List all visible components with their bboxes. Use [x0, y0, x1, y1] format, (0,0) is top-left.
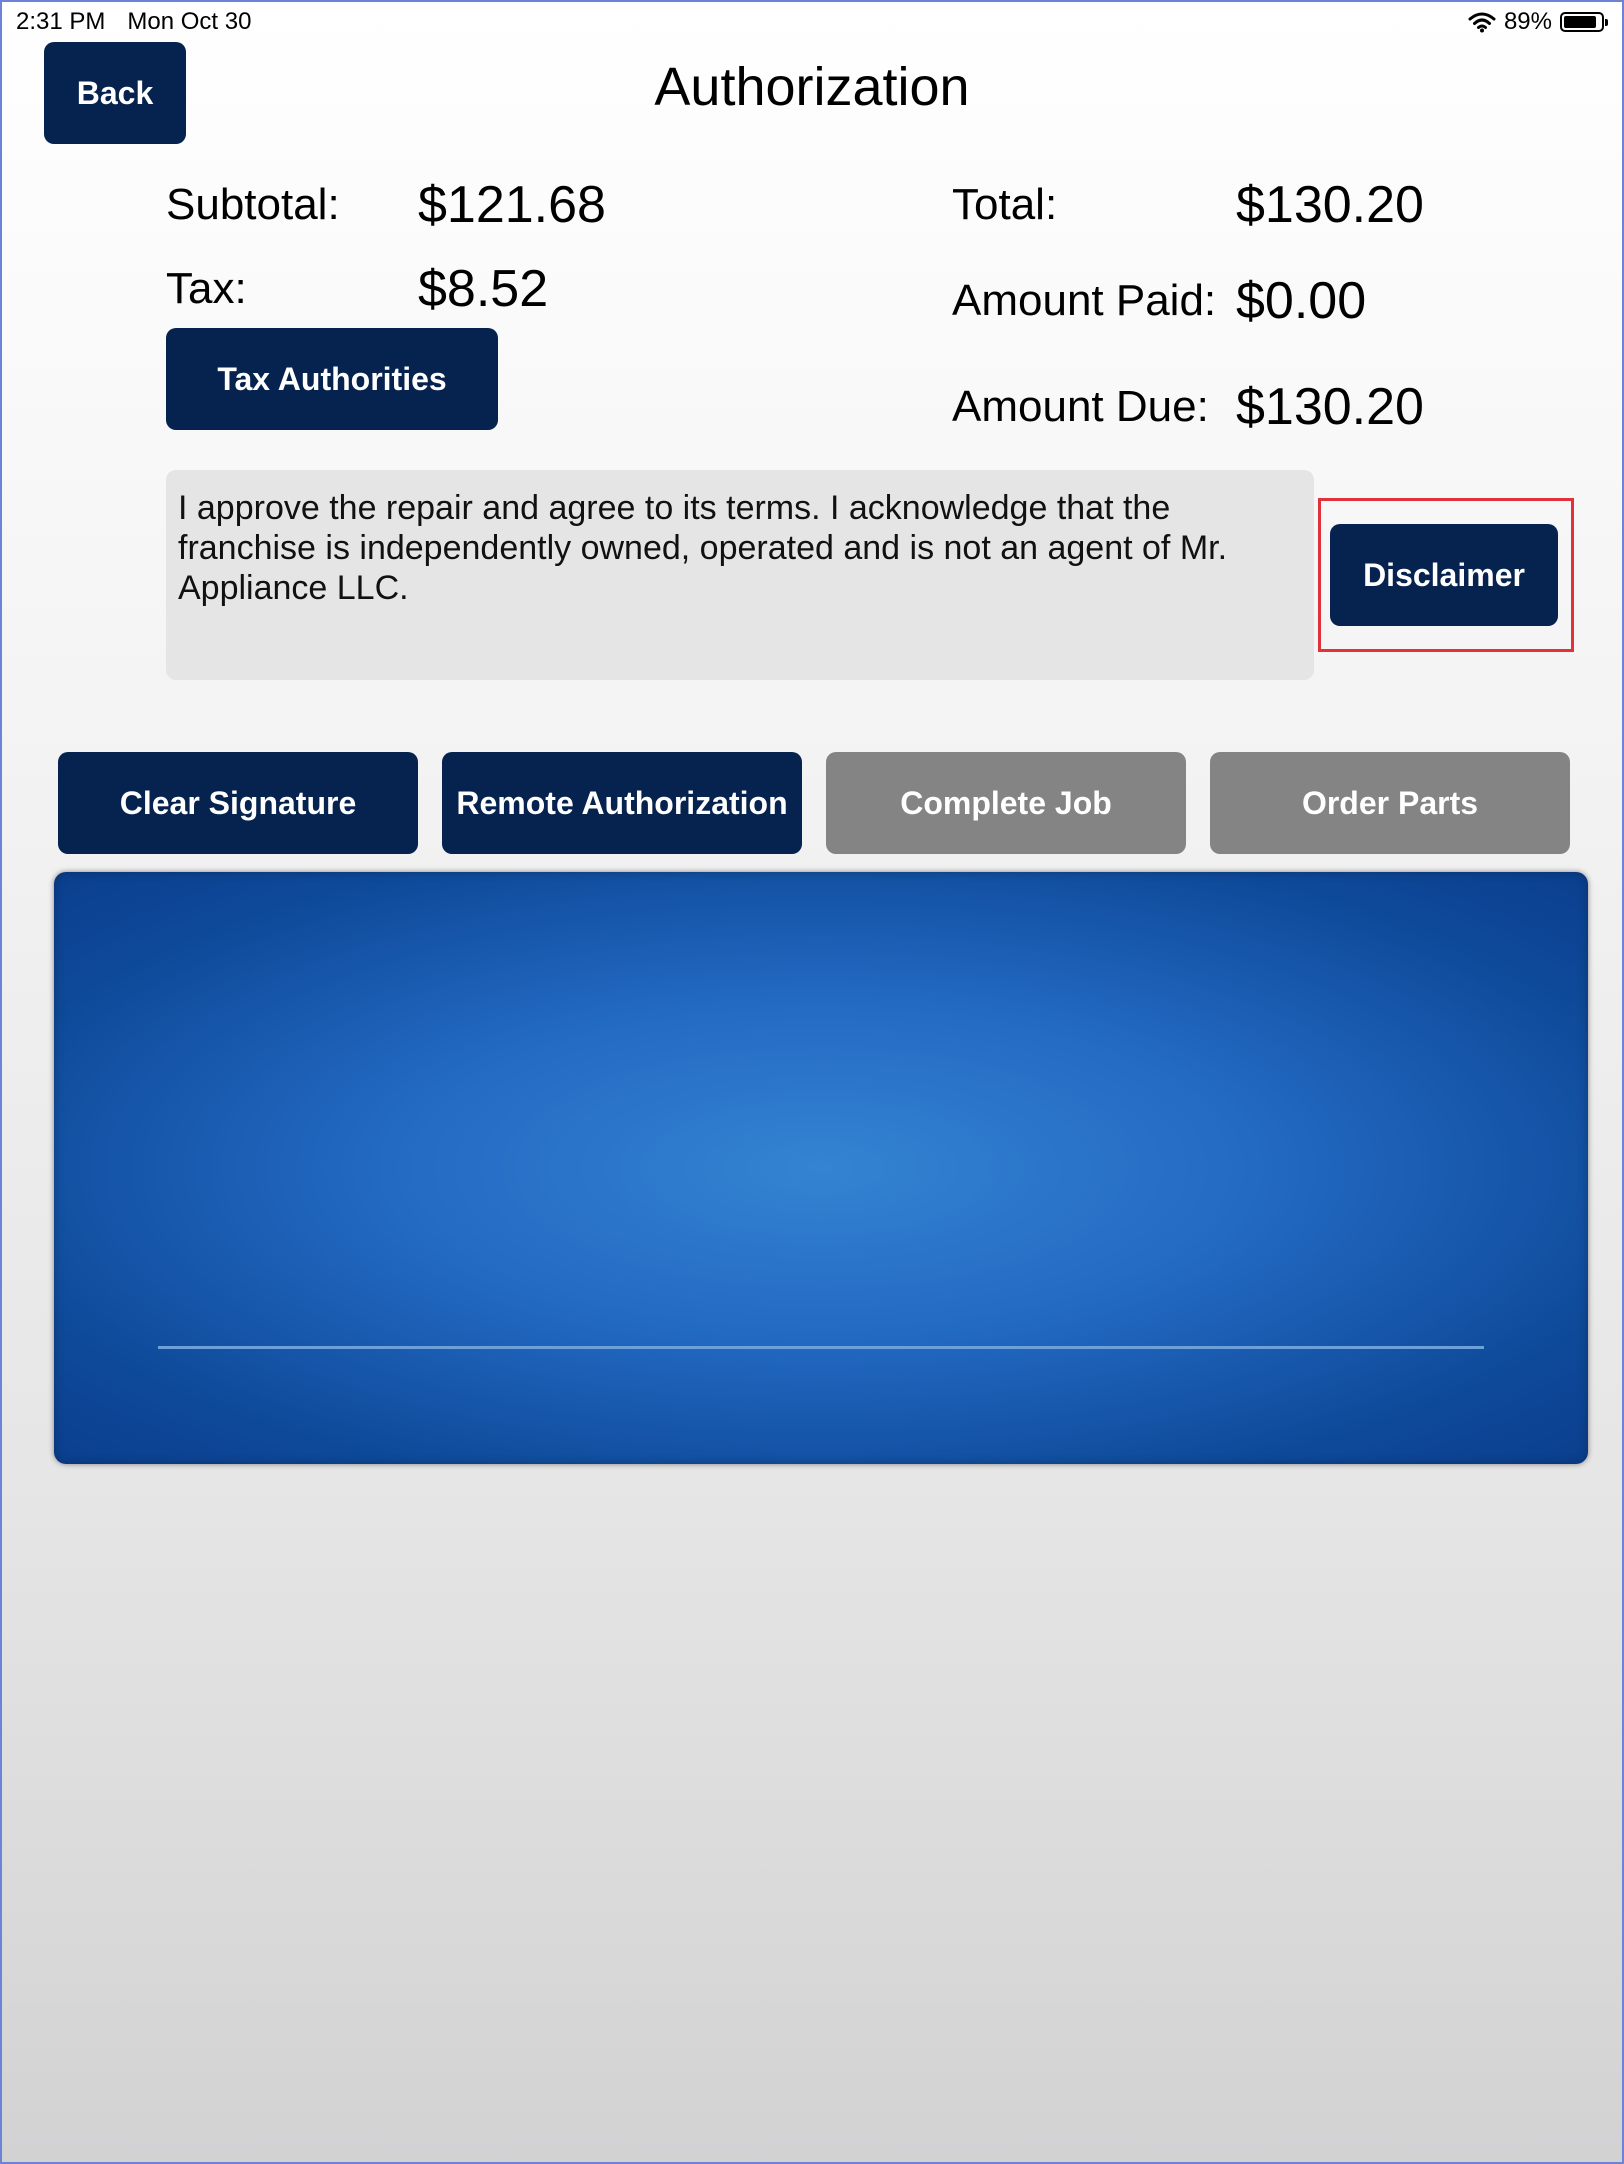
order-parts-button[interactable]: Order Parts	[1210, 752, 1570, 854]
total-label: Total:	[952, 180, 1058, 229]
status-bar-right	[1468, 8, 1604, 36]
amount-due-label: Amount Due:	[952, 382, 1209, 431]
back-button[interactable]: Back	[44, 42, 186, 144]
amount-due-value: $130.20	[1236, 378, 1424, 436]
remote-authorization-button[interactable]: Remote Authorization	[442, 752, 802, 854]
terms-text: I approve the repair and agree to its terms. I acknowledge that the franchise is independently owned, operated and is not an agent of Mr. Appliance LLC.	[166, 470, 1314, 680]
page-title: Authorization	[654, 57, 970, 117]
complete-job-button[interactable]: Complete Job	[826, 752, 1186, 854]
battery-icon	[1560, 12, 1604, 32]
total-value: $130.20	[1236, 176, 1424, 234]
subtotal-value: $121.68	[418, 176, 606, 234]
subtotal-label: Subtotal:	[166, 180, 340, 229]
battery-percent: 89%	[1503, 8, 1552, 35]
clear-signature-button[interactable]: Clear Signature	[58, 752, 418, 854]
signature-pad[interactable]	[54, 872, 1588, 1464]
tax-authorities-button[interactable]: Tax Authorities	[166, 328, 498, 430]
wifi-icon	[1468, 11, 1496, 33]
amount-paid-value: $0.00	[1236, 272, 1367, 330]
battery-fill	[1564, 16, 1596, 28]
signature-line	[158, 1346, 1484, 1349]
tax-value: $8.52	[418, 260, 549, 318]
status-date: Mon Oct 30	[127, 8, 252, 35]
status-time: 2:31 PM	[16, 8, 106, 35]
amount-paid-label: Amount Paid:	[952, 276, 1217, 325]
tax-label: Tax:	[166, 264, 247, 313]
status-bar-left	[16, 8, 273, 36]
disclaimer-button[interactable]: Disclaimer	[1330, 524, 1558, 626]
